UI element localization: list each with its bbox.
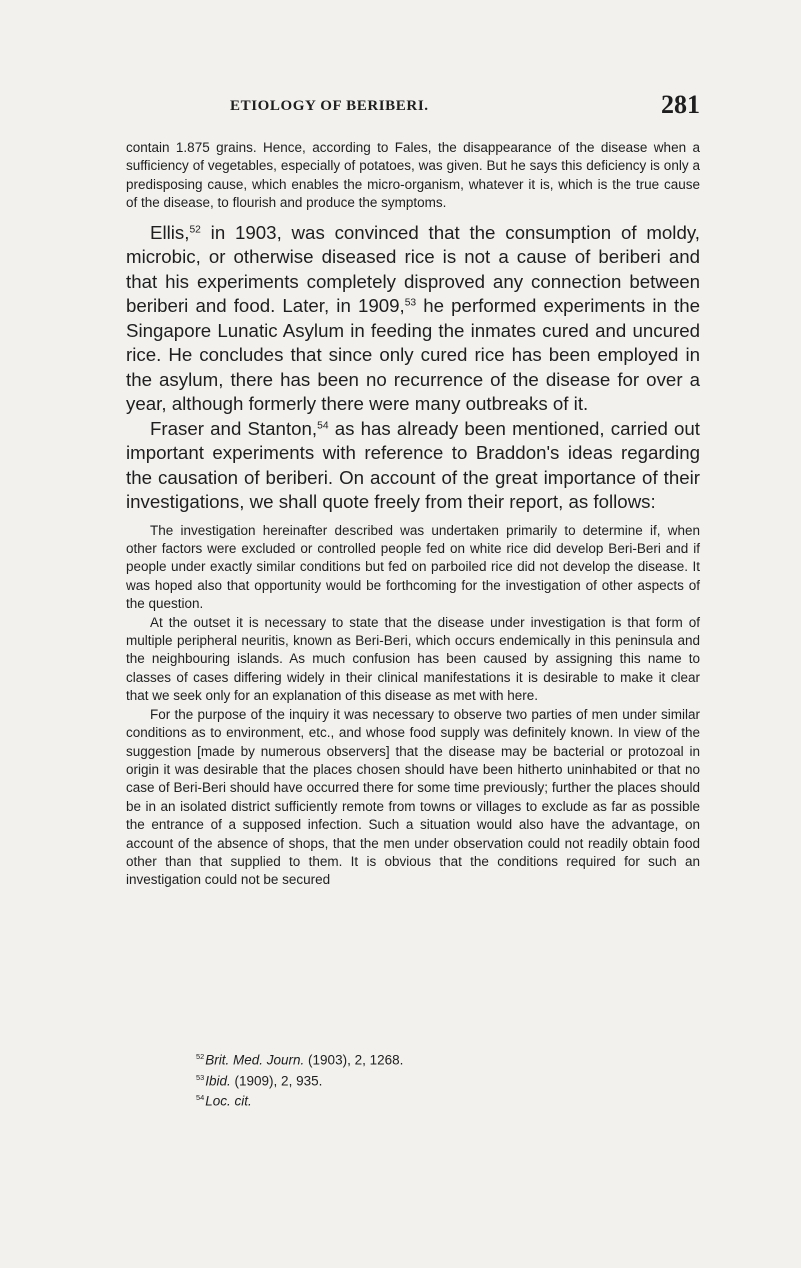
paragraph-ellis: [126, 221, 700, 417]
quoted-paragraph: At the outset it is necessary to state that the disease under investigation is that form of multiple peripheral neuritis, known as Beri-Beri, which occurs endemically in this peninsula and the neighbouring islands. As much confusion has been caused by assigning this name to classes of cases differing widely in their clinical manifestations it is desirable to make it clear that we seek only for an explanation of this disease as met with here.: [126, 614, 700, 704]
footnote-number: 53: [196, 1072, 205, 1082]
continued-paragraph: contain 1.875 grains. Hence, according to Fales, the disappearance of the disease when a sufficiency of vegetables, especially of potatoes, was given. But he says this deficiency is only a predisposing cause, which enables the micro-organism, whatever it is, which is the true cause of the disease, to flourish and produce the symptoms.: [126, 140, 700, 211]
footnote-source: Brit. Med. Journ.: [205, 1052, 305, 1068]
footnote-number: 52: [196, 1052, 205, 1061]
footnote-source: Ibid.: [205, 1073, 231, 1089]
footnote-number: 54: [196, 1093, 205, 1103]
footnote-ref: 52: [189, 223, 201, 235]
footnote-detail: (1903), 2, 1268.: [304, 1052, 404, 1068]
paragraph-text: he performed experiments in the Singapore Lunatic Asylum in feeding the inmates cured and uncured rice. He concludes that since only cured rice has been employed in the asylum, there has been no recurrence of the disease for over a year, although formerly there were many outbreaks of it.: [126, 295, 700, 415]
paragraph-text: Fraser and Stanton,: [150, 417, 318, 439]
footnote-detail: (1909), 2, 935.: [230, 1073, 323, 1089]
footnote: [196, 1069, 696, 1090]
paragraph-text: as has already been mentioned, carried out important experiments with reference to Braddon's ideas regarding the causation of beriberi. On account of the great importance of their investigations, we shall quote freely from their report, as follows:: [126, 417, 700, 513]
footnote-source: Loc. cit.: [205, 1093, 252, 1109]
quoted-paragraph: The investigation hereinafter described was undertaken primarily to determine if, when other factors were excluded or controlled people fed on white rice did develop Beri-Beri and if people under exactly similar conditions but fed on parboiled rice did not develop the disease. It was hoped also that opportunity would be forthcoming for the investigation of other aspects of the question.: [126, 522, 700, 612]
paragraph-text: Ellis,: [150, 221, 190, 243]
running-head: [126, 92, 700, 126]
footnotes: [196, 1048, 696, 1110]
page-number: 281: [661, 90, 700, 119]
running-title: ETIOLOGY OF BERIBERI.: [230, 98, 429, 114]
footnote-ref: 54: [317, 419, 329, 431]
paragraph-fraser-stanton: [126, 417, 700, 515]
quoted-paragraph: For the purpose of the inquiry it was necessary to observe two parties of men under similar conditions as to environment, etc., and whose food supply was definitely known. In view of the suggestion [made by numerous observers] that the disease may be bacterial or protozoal in origin it was desirable that the places chosen should have been hitherto uninhabited or that no case of Beri-Beri should have occurred there for some time previously; further the places should be in an isolated district sufficiently remote from towns or villages to exclude as far as possible the entrance of a supposed infection. Such a situation would also have the advantage, on account of the absence of shops, that the men under observation could not readily obtain food other than that supplied to them. It is obvious that the conditions required for such an investigation could not be secured: [126, 706, 700, 888]
footnote: [196, 1048, 696, 1069]
page-body: [126, 139, 700, 890]
footnote: [196, 1089, 696, 1110]
footnote-ref: 53: [404, 297, 417, 309]
paragraph-text: in 1903, was convinced that the consumption of moldy, microbic, or otherwise diseased rice is not a cause of beriberi and that his experiments completely disproved any connection between beriberi and food. Later, in 1909,: [126, 221, 700, 317]
